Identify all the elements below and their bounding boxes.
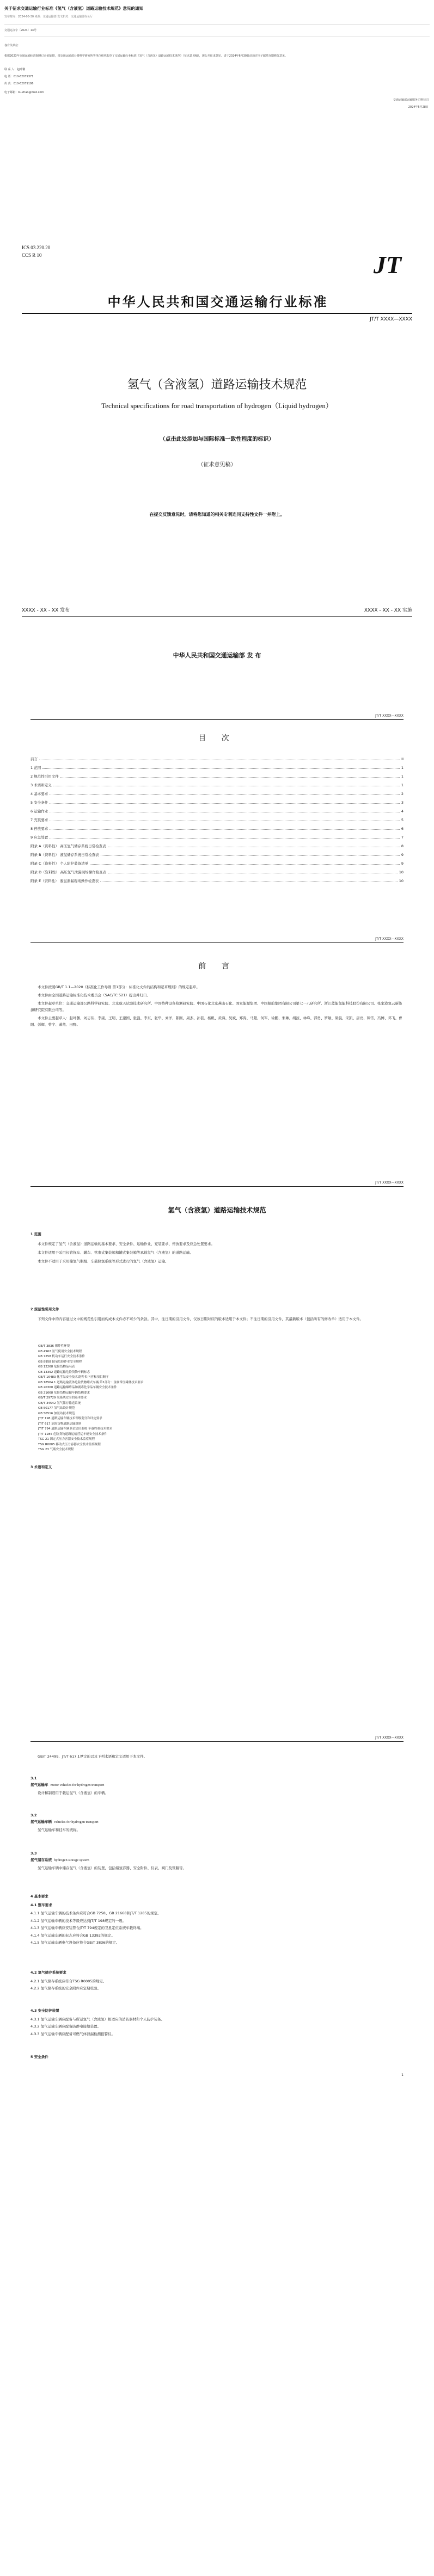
notice-addressee: 各有关单位： — [4, 44, 21, 47]
foreword-heading: 前 言 — [198, 962, 236, 971]
cover-industry-title: 中华人民共和国交通运输行业标准 — [107, 294, 328, 310]
notice-contact-person: 联 系 人：赵叶馨 — [4, 68, 26, 71]
reference-item: GB/T 34542 氢气储存输送系统 — [38, 1401, 81, 1405]
toc-item[interactable]: 附录 B（资料性） 液氢储存系统日常检查表 9 — [30, 853, 404, 857]
reference-item: GB/T 3836 爆炸性环境 — [38, 1345, 70, 1348]
reference-item: GB 20300 道路运输爆炸品和剧毒化学品车辆安全技术条件 — [38, 1386, 117, 1389]
section-heading: 4 基本要求 — [30, 1894, 48, 1899]
toc-item[interactable]: 附录 C（资料性） 个人防护装备清单 9 — [30, 861, 404, 866]
cover-impl-date: XXXX - XX - XX 实施 — [364, 608, 412, 613]
notice-body: 根据2023年交通运输标准制修订计划安排，部交通运输部公路科学研究所等单位组织起草了交通运输行业标准《氢气（含液氢）道路运输技术规范》（征求意见稿），现公开征求意见。请于2024年6月30日前通过电子邮件反馈修改意见。 — [4, 54, 288, 58]
term-entry — [30, 1775, 404, 1796]
reference-item: GB 50516 加氢站技术规范 — [38, 1412, 75, 1415]
term-cn: 氢气运输车 — [30, 1783, 48, 1787]
paragraph: 下列文件中的内容通过文中的规范性引用而构成本文件必不可少的条款。其中，注日期的引用文件，仅该日期对应的版本适用于本文件；不注日期的引用文件，其最新版本（包括所有的修改单）适用于本文件。 — [38, 1317, 363, 1321]
notice-meta: 发布时间：2024-05-30 来源：交通运输部 发文机关：交通运输部办公厅 — [4, 15, 93, 19]
reference-item: GB 7258 机动车运行安全技术条件 — [38, 1355, 85, 1358]
reference-item: GB 8958 缺氧危险作业安全规程 — [38, 1360, 82, 1364]
page-number: 1 — [401, 2073, 404, 2077]
reference-item: GB 18564.1 道路运输液体危险货物罐式车辆 第1部分：金属常压罐体技术要求 — [38, 1381, 144, 1384]
reference-item: TSG R0005 移动式压力容器安全技术监察规程 — [38, 1443, 101, 1446]
standard-title: 氢气（含液氢）道路运输技术规范 — [168, 1206, 266, 1214]
running-code: JT/T XXXX—XXXX — [375, 1736, 404, 1740]
notice-contact-phone: 电 话：010-62079371 — [4, 75, 34, 78]
paragraph: GB/T 24499、JT/T 617.1界定的以及下列术语和定义适用于本文件。 — [38, 1754, 148, 1759]
notice-contact-fax: 传 真：010-62079186 — [4, 82, 34, 85]
cover-issuer: 中华人民共和国交通运输部 发 布 — [173, 652, 261, 659]
term-definition: 氢气运输车辆中储存氢气（含液氢）的装置，包括储氢容器、安全附件、仪表、阀门及管路等。 — [38, 1866, 186, 1870]
foreword-paragraph: 本文件主要起草人：赵叶馨、刘志伟、李康、王明、王建国、张强、李东、张华、刘洋、陈刚、周杰、孙磊、杨帆、黄海、吴斌、郑涛、马超、何军、徐鹏、朱琳、胡波、林峰、郭勇、罗敏、梁晨、宋凯、唐亮、韩雪、冯博、邓飞、曹阳、彭辉、曾宇、萧然、田野。 — [30, 1016, 402, 1027]
section-heading: 1 范围 — [30, 1232, 41, 1236]
reference-item: GB 4962 氢气使用安全技术规程 — [38, 1349, 82, 1353]
header-rule — [30, 719, 404, 720]
cover-ccs: CCS R 10 — [22, 252, 42, 258]
toc-item[interactable]: 前言 II — [30, 757, 404, 761]
cover-ics: ICS 03.220.20 — [22, 245, 51, 250]
clause: 4.1.1 氢气运输车辆的技术条件应符合GB 7258、GB 21668和JT/T 1285的规定。 — [30, 1911, 161, 1915]
clause: 4.3.2 氢气运输车辆应配备防静电接地装置。 — [30, 2024, 101, 2029]
cover-draft-label: （征求意见稿） — [198, 462, 236, 468]
notice-doc-number: 交通运办字〔2024〕14号 — [4, 29, 37, 32]
clause: 4.3.1 氢气运输车辆应配备与所运氢气（含液氢）相适应的消防器材和个人防护装备。 — [30, 2017, 165, 2022]
reference-item: GB/T 29729 氢系统安全的基本要求 — [38, 1396, 87, 1400]
clause: 4.1.4 氢气运输车辆的标志应符合GB 13392的规定。 — [30, 1933, 115, 1938]
term-en: hydrogen storage system — [54, 1858, 89, 1862]
clause: 4.2.2 氢气储存系统的安全附件应定期校验。 — [30, 1986, 101, 1990]
cover-jt-logo: JT — [373, 251, 401, 279]
cover-rule — [22, 313, 412, 314]
section-heading: 3 术语和定义 — [30, 1465, 52, 1469]
toc-item[interactable]: 附录 E（资料性） 液氢泄漏现场操作检查表 10 — [30, 879, 404, 883]
reference-item: JT/T 617 危险货物道路运输规则 — [38, 1422, 82, 1426]
running-code: JT/T XXXX—XXXX — [375, 937, 404, 941]
paragraph: 本文件规定了氢气（含液氢）道路运输的基本要求、安全条件、运输作业、充装要求、停放要求及应急处置要求。 — [38, 1242, 215, 1246]
term-entry — [30, 1812, 404, 1833]
running-code: JT/T XXXX—XXXX — [375, 714, 404, 718]
clause: 4.3.3 氢气运输车辆应配备可燃气体泄漏检测报警仪。 — [30, 2031, 115, 2036]
reference-item: TSG 23 气瓶安全技术规程 — [38, 1448, 74, 1451]
header-rule — [30, 1741, 404, 1742]
reference-item: JT/T 1285 危险货物道路运输营运车辆安全技术条件 — [38, 1432, 107, 1436]
term-cn: 氢气运输车辆 — [30, 1820, 52, 1824]
toc-item[interactable]: 8 停放要求 6 — [30, 827, 404, 831]
header-rule — [30, 1186, 404, 1187]
terms-intro — [30, 1753, 404, 1762]
section-scope — [30, 1231, 404, 1267]
subsection-heading: 4.3 安全防护装置 — [30, 2008, 59, 2013]
toc-item[interactable]: 附录 D（资料性） 高压氢气泄漏现场操作检查表 10 — [30, 870, 404, 874]
section-terms — [30, 1464, 404, 1474]
section-storage — [30, 1970, 404, 1993]
notice-date: 2024年5月28日 — [408, 106, 429, 109]
foreword-paragraph: 本文件由全国道路运输标准化技术委员会（SAC/TC 521）提出并归口。 — [38, 993, 150, 997]
toc-item[interactable]: 2 规范性引用文件 1 — [30, 774, 404, 779]
term-number: 3.3 — [30, 1851, 37, 1856]
running-code: JT/T XXXX—XXXX — [375, 1181, 404, 1185]
reference-item: TSG 21 固定式压力容器安全技术监察规程 — [38, 1438, 95, 1441]
term-definition: 氢气运输车和挂车的统称。 — [38, 1828, 80, 1832]
cover-conformity-note: （点击此处添加与国际标准一致性程度的标识） — [160, 436, 274, 442]
paragraph: 本文件适用于采用长管拖车、罐车、管束式集装箱和罐式集装箱等承载氢气（含液氢）的道路运输。 — [38, 1250, 193, 1255]
reference-list — [38, 1344, 403, 1453]
term-en: motor vehicles for hydrogen transport — [50, 1783, 105, 1787]
section-safety-conditions — [30, 2054, 404, 2063]
section-heading: 2 规范性引用文件 — [30, 1307, 59, 1311]
foreword-paragraph: 本文件起草单位：交通运输部公路科学研究院、北京航天试验技术研究所、中国特种设备检测研究院、中国石化北京燕山石化、国家能源集团、中国船舶集团有限公司第七一八研究所、浙江蓝能氢能科技股份有限公司、张家港氢云新能源研究院有限公司等。 — [30, 1001, 402, 1012]
clause: 4.2.1 氢气储存系统应符合TSG R0005的规定。 — [30, 1979, 107, 1983]
reference-item: GB 50177 氢气站设计规范 — [38, 1407, 75, 1410]
subsection-heading: 4.2 氢气储存系统要求 — [30, 1970, 66, 1975]
section-safety-devices — [30, 2008, 404, 2038]
cover-english-title: Technical specifications for road transportation of hydrogen（Liquid hydrogen） — [101, 402, 333, 410]
term-cn: 氢气储存系统 — [30, 1858, 52, 1862]
foreword-paragraph: 本文件按照GB/T 1.1—2020《标准化工作导则 第1部分：标准化文件的结构和起草规则》的规定起草。 — [38, 985, 200, 989]
header-rule — [30, 942, 404, 943]
reference-item: GB 21668 危险货物运输车辆结构要求 — [38, 1391, 90, 1395]
cover-title: 氢气（含液氢）道路运输技术规范 — [127, 378, 307, 392]
reference-item: GB 13392 道路运输危险货物车辆标志 — [38, 1370, 90, 1374]
toc-item[interactable]: 1 范围 1 — [30, 766, 404, 770]
toc-item[interactable]: 9 应急处置 7 — [30, 835, 404, 840]
cover-issue-date: XXXX - XX - XX 发布 — [22, 608, 70, 613]
notice-section — [0, 0, 434, 305]
reference-item: GB/T 16483 化学品安全技术说明书 内容和项目顺序 — [38, 1376, 109, 1379]
term-definition: 设计和制造用于载运氢气（含液氢）的车辆。 — [38, 1791, 108, 1795]
notice-org: 交通运输部运输服务司科技司 — [393, 98, 429, 102]
divider — [4, 24, 430, 25]
term-number: 3.1 — [30, 1776, 37, 1780]
toc-item[interactable]: 5 安全条件 3 — [30, 800, 404, 805]
section-heading: 5 安全条件 — [30, 2055, 48, 2059]
reference-item: JT/T 794 道路运输车辆卫星定位系统 车载终端技术要求 — [38, 1427, 112, 1431]
term-en: vehicles for hydrogen transport — [54, 1820, 99, 1824]
clause: 4.1.3 氢气运输车辆应安装符合JT/T 794规定的卫星定位系统车载终端。 — [30, 1926, 144, 1930]
paragraph: 本文件不适用于采用储氢气瓶组、车载储氢系统等形式进行的氢气（含液氢）运输。 — [38, 1259, 169, 1264]
term-entry — [30, 1850, 404, 1871]
subsection-heading: 4.1 整车要求 — [30, 1902, 52, 1907]
foreword-body — [30, 984, 404, 1030]
term-number: 3.2 — [30, 1813, 37, 1817]
cover-patent-note: 在提交反馈意见时，请将您知道的相关专利连同支持性文件一并附上。 — [149, 512, 285, 517]
reference-item: GB 12268 危险货物品名表 — [38, 1365, 75, 1369]
notice-title: 关于征求交通运输行业标准《氢气（含液氢）道路运输技术规范》意见的通知 — [4, 6, 143, 11]
toc-item[interactable]: 7 充装要求 5 — [30, 818, 404, 822]
cover-rule-bottom — [22, 616, 412, 617]
cover-code: JT/T XXXX—XXXX — [370, 317, 412, 322]
reference-item: JT/T 198 道路运输车辆技术等级划分和评定要求 — [38, 1417, 102, 1420]
toc-list — [30, 756, 404, 887]
toc-item[interactable]: 附录 A（资料性） 高压氢气储存系统日常检查表 8 — [30, 844, 404, 848]
toc-heading: 目 次 — [198, 734, 236, 743]
clause: 4.1.5 氢气运输车辆电气设备应符合GB/T 3836的规定。 — [30, 1940, 120, 1945]
section-normative — [30, 1306, 404, 1324]
toc-item[interactable]: 4 基本要求 2 — [30, 792, 404, 796]
toc-item[interactable]: 3 术语和定义 1 — [30, 783, 404, 787]
clause: 4.1.2 氢气运输车辆的技术等级应达到JT/T 198规定的一级。 — [30, 1918, 126, 1923]
notice-contact-email[interactable]: 电子邮箱：liu.zhao@mail.com — [4, 91, 44, 94]
section-basic — [30, 1894, 404, 1948]
cover-ics-ccs — [22, 244, 50, 259]
toc-item[interactable]: 6 运输作业 4 — [30, 809, 404, 814]
